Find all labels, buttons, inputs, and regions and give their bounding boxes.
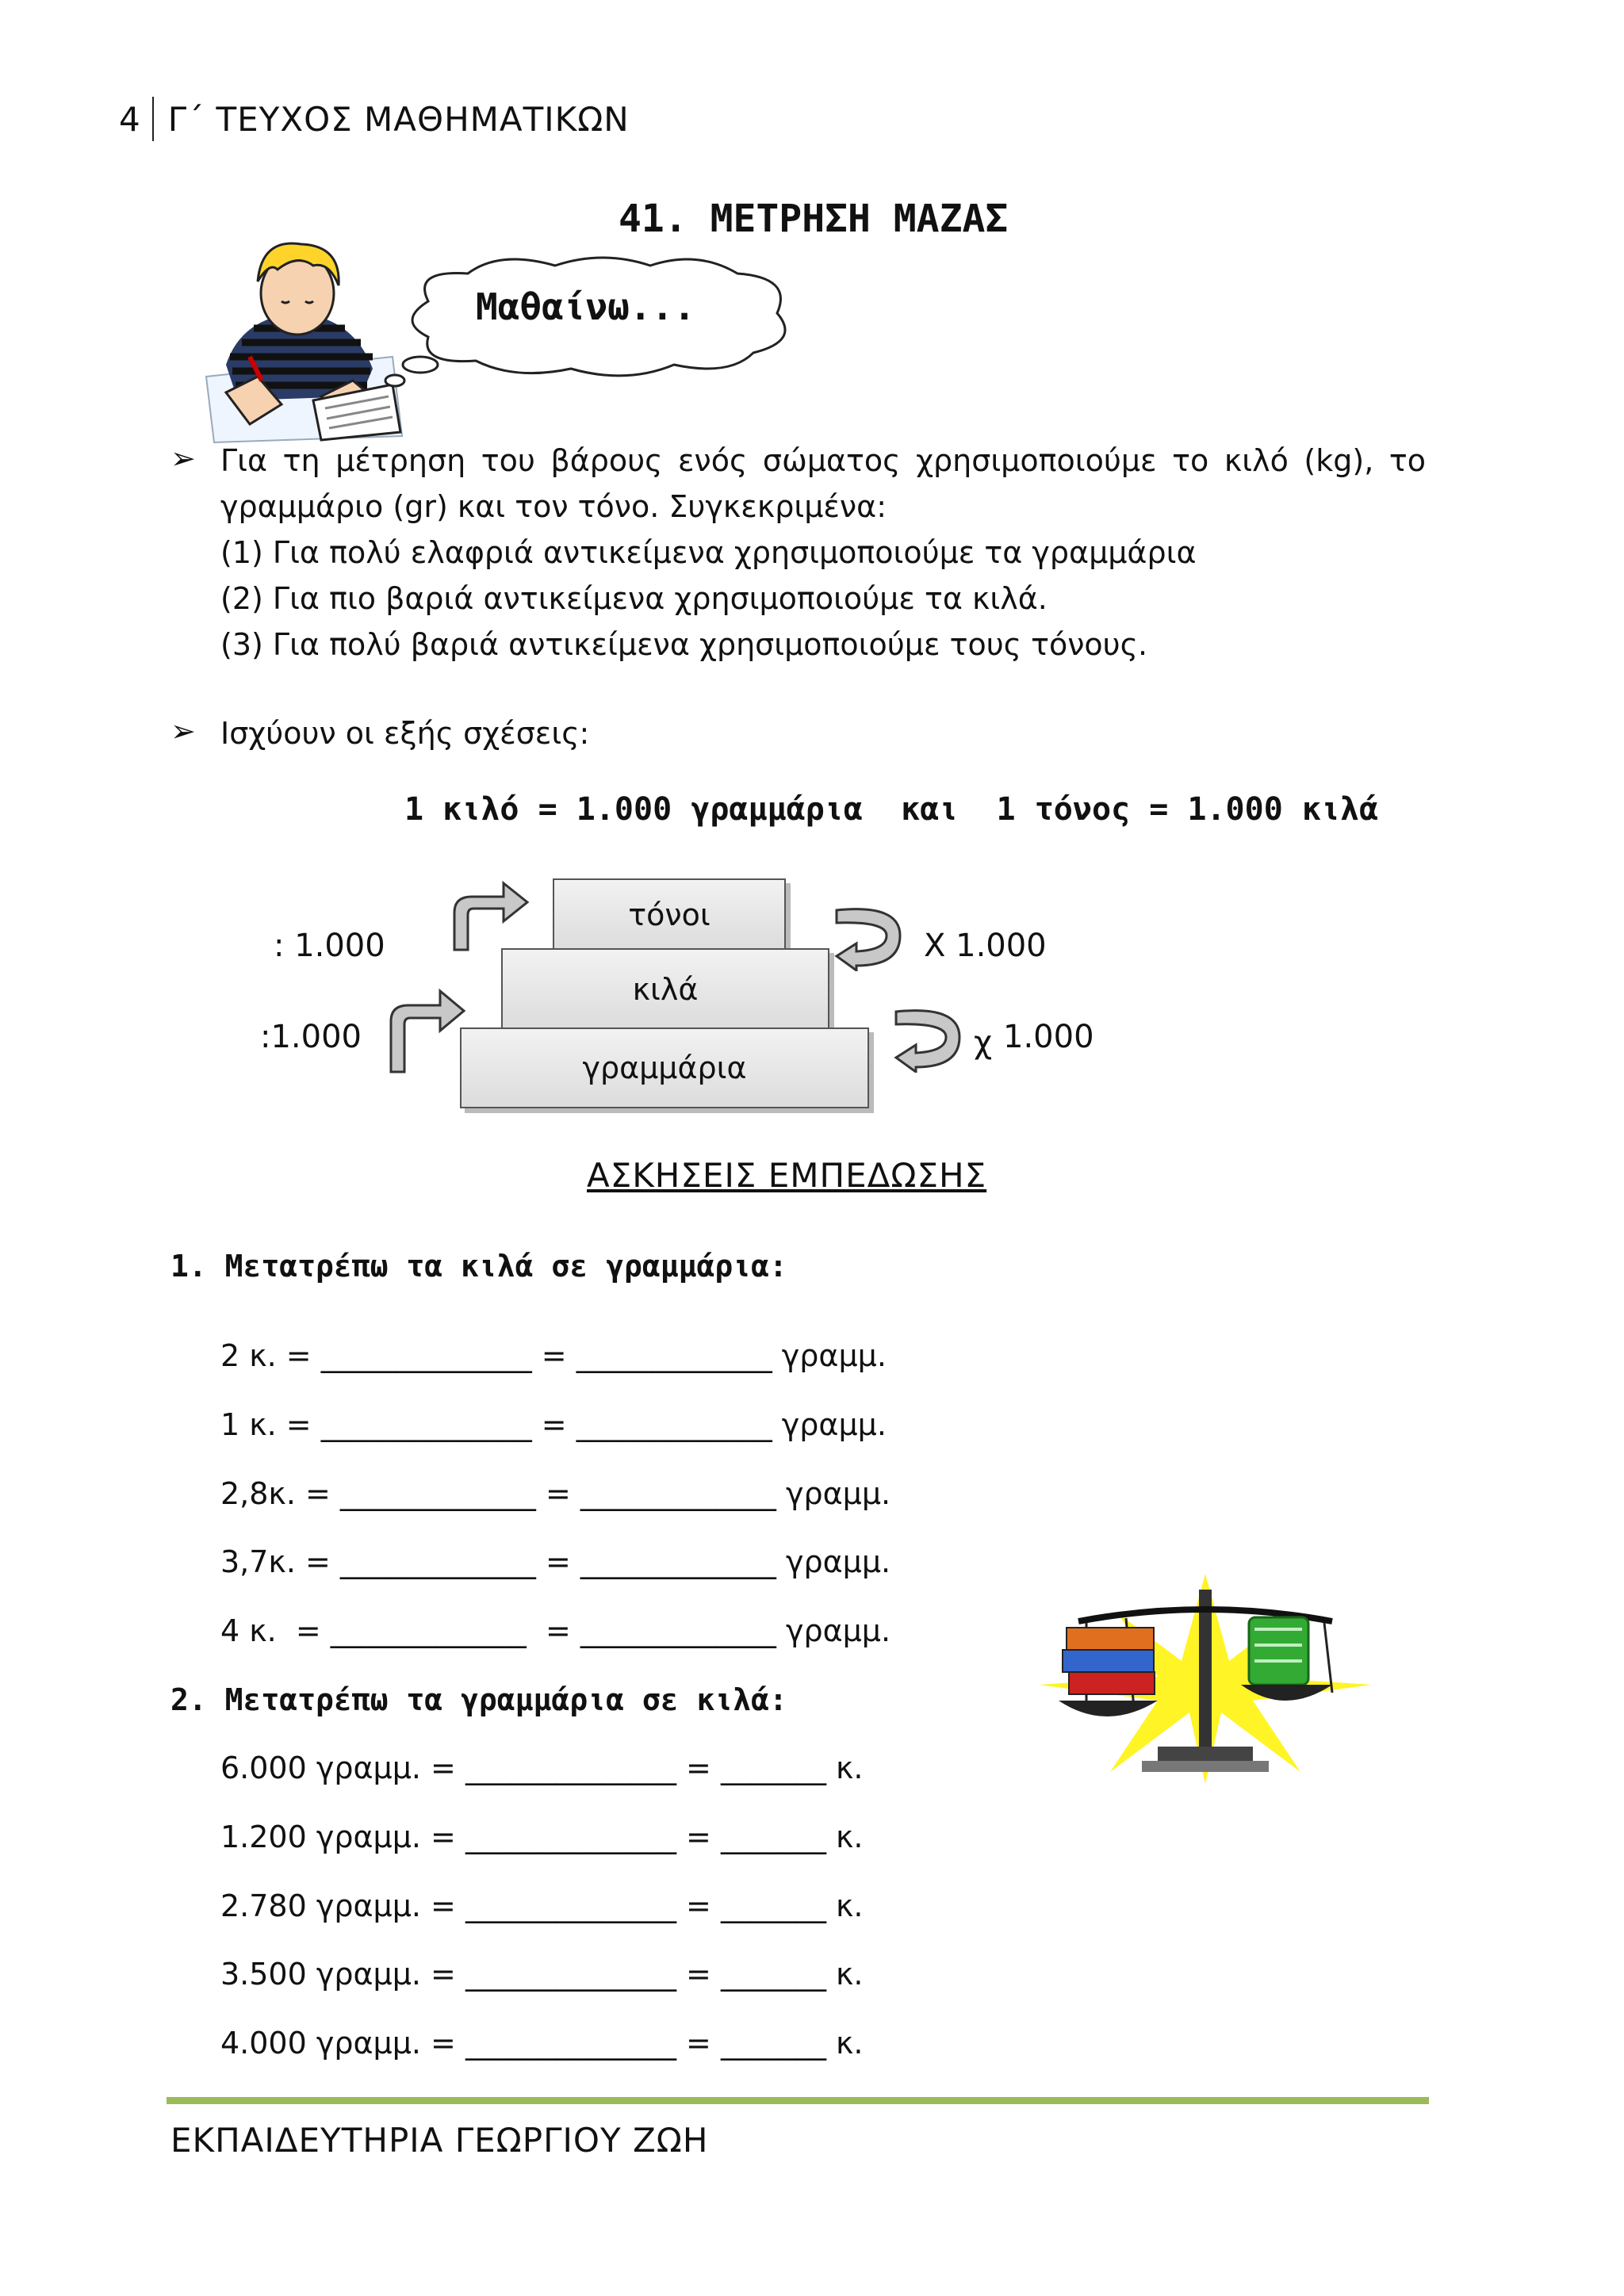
exercise-1-heading: 1. Μετατρέπω τα κιλά σε γραμμάρια: (170, 1249, 787, 1284)
multiply-sign-bottom: χ (974, 1024, 993, 1061)
balance-scale-illustration (1031, 1566, 1380, 1788)
exercise-1-line[interactable]: 2 κ. = ______________ = _____________ γραμμ. (220, 1338, 887, 1373)
relations-intro: Ισχύουν οι εξής σχέσεις: (220, 716, 590, 751)
exercise-1-line[interactable]: 2,8κ. = _____________ = _____________ γραμμ. (220, 1476, 891, 1511)
pyramid-label-kilos: κιλά (632, 972, 699, 1007)
pyramid-level-kilos (501, 948, 829, 1031)
intro-item-2: (2) Για πιο βαριά αντικείμενα χρησιμοποιούμε τα κιλά. (220, 581, 1048, 616)
arrow-up-right-icon (448, 877, 531, 952)
pyramid-label-tonnes: τόνοι (628, 897, 710, 932)
divide-label-top: : 1.000 (274, 928, 385, 964)
pyramid-label-grams: γραμμάρια (582, 1050, 747, 1085)
pyramid-level-tonnes (553, 878, 786, 951)
section-title: ΑΣΚΗΣΕΙΣ ΕΜΠΕΔΩΣΗΣ (587, 1156, 987, 1195)
exercise-2-line[interactable]: 3.500 γραμμ. = ______________ = _______ κ. (220, 1957, 864, 1992)
arrow-curve-down-icon (833, 904, 904, 971)
footer-divider (167, 2097, 1429, 2104)
exercise-1-line[interactable]: 3,7κ. = _____________ = _____________ γραμμ. (220, 1544, 891, 1579)
exercise-2-line[interactable]: 1.200 γραμμ. = ______________ = _______ κ. (220, 1820, 864, 1854)
bullet-arrow-icon: ➢ (170, 441, 196, 476)
intro-item-3: (3) Για πολύ βαριά αντικείμενα χρησιμοποιούμε τους τόνους. (220, 627, 1148, 662)
exercise-2-line[interactable]: 6.000 γραμμ. = ______________ = _______ κ. (220, 1751, 864, 1785)
relation-formula: 1 κιλό = 1.000 γραμμάρια και 1 τόνος = 1.000 κιλά (404, 791, 1379, 828)
boy-studying-illustration (194, 238, 408, 444)
divide-label-bottom: :1.000 (260, 1019, 362, 1055)
header-divider (152, 97, 154, 141)
bullet-arrow-icon: ➢ (170, 714, 196, 748)
lesson-title: 41. ΜΕΤΡΗΣΗ ΜΑΖΑΣ (619, 197, 1009, 241)
exercise-2-line[interactable]: 2.780 γραμμ. = ______________ = _______ κ. (220, 1888, 864, 1923)
page-header (119, 97, 630, 141)
arrow-up-right-icon (385, 983, 468, 1074)
intro-line-2: γραμμάριο (gr) και τον τόνο. Συγκεκριμένα: (220, 489, 887, 524)
exercise-2-line[interactable]: 4.000 γραμμ. = ______________ = _______ κ. (220, 2026, 864, 2061)
multiply-label-top: Χ 1.000 (924, 928, 1047, 964)
header-title: Γ΄ ΤΕΥΧΟΣ ΜΑΘΗΜΑΤΙΚΩΝ (167, 99, 630, 139)
pyramid-level-grams (460, 1027, 869, 1108)
multiply-label-bottom: 1.000 (1003, 1019, 1094, 1055)
exercise-2-heading: 2. Μετατρέπω τα γραμμάρια σε κιλά: (170, 1682, 787, 1717)
exercise-1-line[interactable]: 4 κ. = _____________ = _____________ γραμμ. (220, 1613, 891, 1648)
thought-bubble-text: Μαθαίνω... (476, 285, 695, 328)
arrow-curve-down-icon (892, 1005, 963, 1073)
intro-item-1: (1) Για πολύ ελαφριά αντικείμενα χρησιμοποιούμε τα γραμμάρια (220, 535, 1197, 570)
exercise-1-line[interactable]: 1 κ. = ______________ = _____________ γραμμ. (220, 1407, 887, 1442)
intro-line-1: Για τη μέτρηση του βάρους ενός σώματος χρησιμοποιούμε το κιλό (kg), το (220, 443, 1426, 478)
page-number: 4 (119, 99, 141, 139)
footer-text: ΕΚΠΑΙΔΕΥΤΗΡΙΑ ΓΕΩΡΓΙΟΥ ΖΩΗ (170, 2121, 709, 2160)
